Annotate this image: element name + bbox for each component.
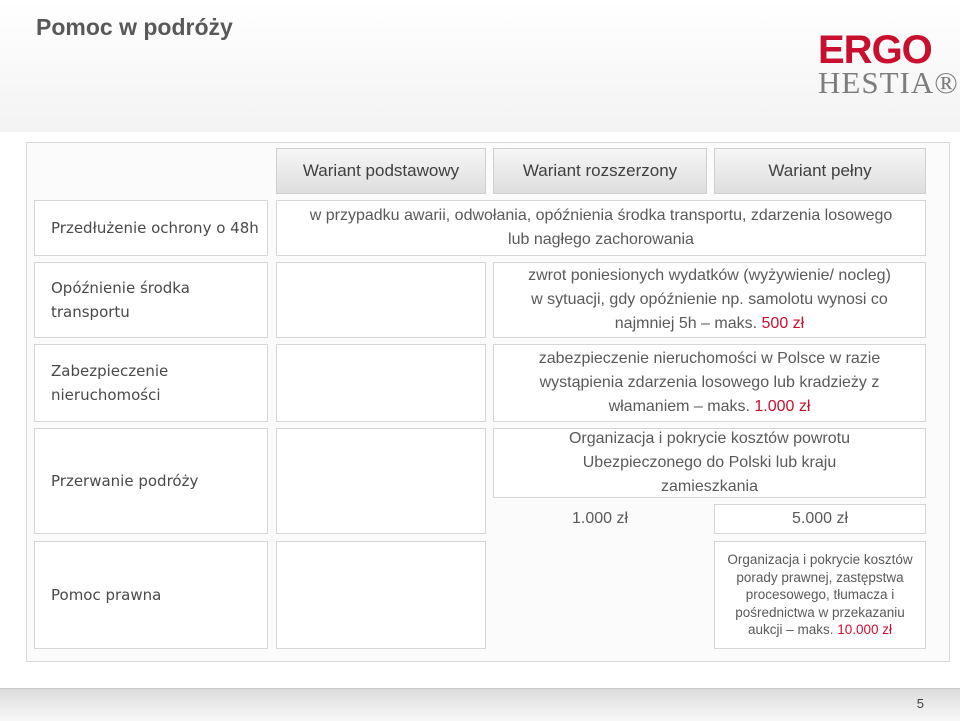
row-label-przedluzenie: Przedłużenie ochrony o 48h — [34, 200, 268, 256]
logo-ergo-text: ERGO — [818, 28, 932, 72]
pomoc-prawna-amount: 10.000 zł — [837, 622, 893, 638]
przerwanie-amount-rozszerzony: 1.000 zł — [571, 510, 629, 527]
footer-band — [0, 688, 960, 721]
column-header-pelny: Wariant pełny — [714, 148, 926, 194]
cell-pomoc-prawna-pelny — [714, 541, 926, 649]
przerwanie-amount-pelny: 5.000 zł — [714, 504, 926, 534]
column-header-rozszerzony: Wariant rozszerzony — [493, 148, 707, 194]
cell-przerwanie-rozszerzony-pelny — [493, 428, 926, 498]
opoznienie-amount: 500 zł — [761, 315, 805, 332]
ergo-hestia-logo — [818, 28, 959, 100]
logo-hestia-text: HESTIA® — [818, 65, 959, 100]
cell-opoznienie-rozszerzony-pelny — [493, 262, 926, 338]
column-header-podstawowy: Wariant podstawowy — [276, 148, 486, 194]
cell-przerwanie-podstawowy-empty — [276, 428, 486, 534]
cell-pomoc-prawna-podstawowy-empty — [276, 541, 486, 649]
pomoc-prawna-text: Organizacja i pokrycie kosztów porady prawnej, zastępstwa procesowego, tłumacza i pośrednictwa w przekazaniu aukcji – maks. — [727, 552, 913, 638]
zabezpieczenie-amount: 1.000 zł — [754, 398, 811, 415]
page-title: Pomoc w podróży — [36, 14, 233, 40]
row-label-pomoc-prawna: Pomoc prawna — [34, 541, 268, 649]
row-label-przerwanie: Przerwanie podróży — [34, 428, 268, 534]
cell-zabezpieczenie-rozszerzony-pelny — [493, 344, 926, 422]
przerwanie-text: Organizacja i pokrycie kosztów powrotu Ubezpieczonego do Polski lub kraju zamieszkania — [568, 430, 850, 495]
cell-przedluzenie-all-variants — [276, 200, 926, 256]
row-label-zabezpieczenie: Zabezpieczenie nieruchomości — [34, 344, 268, 422]
cell-zabezpieczenie-podstawowy-empty — [276, 344, 486, 422]
page-number: 5 — [916, 696, 924, 711]
cell-opoznienie-podstawowy-empty — [276, 262, 486, 338]
opoznienie-text: zwrot poniesionych wydatków (wyżywienie/ nocleg) w sytuacji, gdy opóźnienie np. samolotu wynosi co najmniej 5h – maks. — [528, 267, 891, 332]
zabezpieczenie-text: zabezpieczenie nieruchomości w Polsce w razie wystąpienia zdarzenia losowego lub kradzieży z włamaniem – maks. — [538, 350, 881, 415]
row-label-opoznienie: Opóźnienie środka transportu — [34, 262, 268, 338]
przedluzenie-text: w przypadku awarii, odwołania, opóźnienia środka transportu, zdarzenia losowego lub nagłego zachorowania — [309, 207, 893, 248]
